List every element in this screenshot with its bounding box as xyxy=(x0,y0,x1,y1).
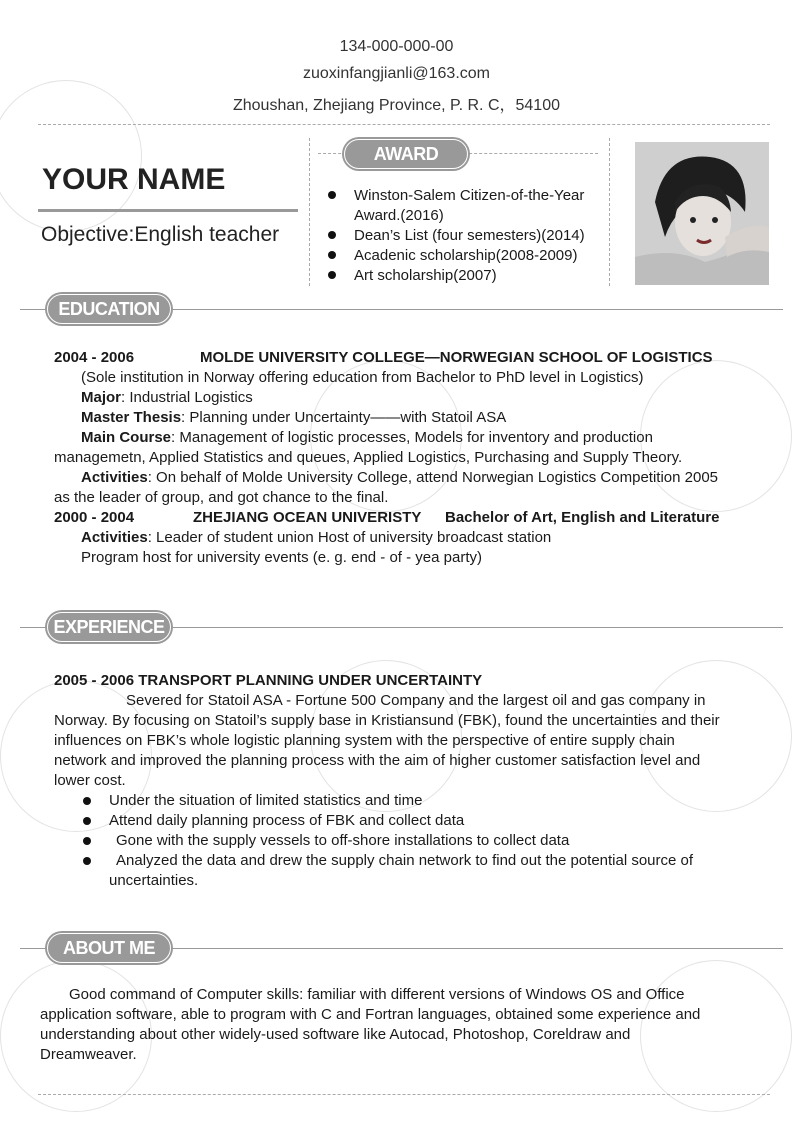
name-underline xyxy=(38,209,298,212)
bottom-divider xyxy=(38,1094,770,1095)
award-pill: AWARD xyxy=(342,137,470,171)
exp-bullet-text: Gone with the supply vessels to off-shore installations to collect data xyxy=(116,832,570,849)
exp-heading: 2005 - 2006 TRANSPORT PLANNING UNDER UNCERTAINTY xyxy=(54,672,483,689)
exp-bullet-text: Under the situation of limited statistics and time xyxy=(109,792,423,809)
exp-bullet xyxy=(83,817,91,825)
exp-para-line: lower cost. xyxy=(54,772,126,789)
edu1-major: Major: Industrial Logistics xyxy=(81,389,253,406)
award-left-border xyxy=(309,138,310,286)
contact-email: zuoxinfangjianli@163.com xyxy=(302,65,490,82)
education-pill: EDUCATION xyxy=(45,292,173,326)
about-line: Good command of Computer skills: familiar with different versions of Windows OS and Office xyxy=(69,986,685,1003)
exp-bullet-text: Analyzed the data and drew the supply chain network to find out the potential source of xyxy=(116,852,694,869)
edu1-course-cont: managemetn, Applied Statistics and queues, Applied Logistics, Purchasing and Supply Theory. xyxy=(54,449,683,466)
watermark-ring xyxy=(640,960,792,1112)
edu1-school: MOLDE UNIVERSITY COLLEGE—NORWEGIAN SCHOOL OF LOGISTICS xyxy=(200,349,713,366)
award-item: Dean’s List (four semesters)(2014) xyxy=(354,227,585,244)
edu2-years: 2000 - 2004 xyxy=(54,509,135,526)
name-title: YOUR NAME xyxy=(42,163,226,196)
exp-para-line: Norway. By focusing on Statoil’s supply base in Kristiansund (FBK), found the uncertainties and their xyxy=(54,712,720,729)
exp-bullet xyxy=(83,837,91,845)
portrait-icon xyxy=(635,142,769,285)
award-bullet xyxy=(328,251,336,259)
edu2-school: ZHEJIANG OCEAN UNIVERISTY xyxy=(193,509,422,526)
edu1-thesis: Master Thesis: Planning under Uncertainty——with Statoil ASA xyxy=(81,409,507,426)
award-item: Award.(2016) xyxy=(354,207,444,224)
about-line: Dreamweaver. xyxy=(40,1046,137,1063)
edu1-activities: Activities: On behalf of Molde University College, attend Norwegian Logistics Competition 2005 xyxy=(81,469,719,486)
exp-bullet xyxy=(83,797,91,805)
exp-para-line: Severed for Statoil ASA - Fortune 500 Company and the largest oil and gas company in xyxy=(126,692,706,709)
top-divider xyxy=(38,124,770,125)
exp-para-line: influences on FBK’s whole logistic planning system with the perspective of entire supply chain xyxy=(54,732,675,749)
about-line: understanding about other widely-used software like Autocad, Photoshop, Coreldraw and xyxy=(40,1026,631,1043)
edu2-degree: Bachelor of Art, English and Literature xyxy=(445,509,720,526)
watermark-ring xyxy=(640,360,792,512)
exp-bullet xyxy=(83,857,91,865)
contact-address: Zhoushan, Zhejiang Province, P. R. C，54100 xyxy=(232,97,560,114)
experience-pill: EXPERIENCE xyxy=(45,610,173,644)
award-item: Art scholarship(2007) xyxy=(354,267,497,284)
award-bullet xyxy=(328,271,336,279)
contact-phone: 134-000-000-00 xyxy=(339,38,454,55)
award-item: Winston-Salem Citizen-of-the-Year xyxy=(354,187,585,204)
objective: Objective:English teacher xyxy=(41,223,280,246)
edu1-note: (Sole institution in Norway offering education from Bachelor to PhD level in Logistics) xyxy=(81,369,644,386)
about-line: application software, able to program with C and Fortran languages, obtained some experience and xyxy=(40,1006,701,1023)
award-bullet xyxy=(328,231,336,239)
profile-photo xyxy=(635,142,769,285)
exp-bullet-text: Attend daily planning process of FBK and collect data xyxy=(109,812,465,829)
edu1-course: Main Course: Management of logistic processes, Models for inventory and production xyxy=(81,429,653,446)
award-right-border xyxy=(609,138,610,286)
edu2-activities: Activities: Leader of student union Host of university broadcast station xyxy=(81,529,552,546)
edu1-activities-cont: as the leader of group, and got chance to the final. xyxy=(54,489,389,506)
award-bullet xyxy=(328,191,336,199)
edu2-activities-cont: Program host for university events (e. g. end - of - yea party) xyxy=(81,549,483,566)
exp-para-line: network and improved the planning process with the aim of higher customer satisfaction level and xyxy=(54,752,701,769)
exp-bullet-text: uncertainties. xyxy=(109,872,199,889)
award-item: Acadenic scholarship(2008-2009) xyxy=(354,247,578,264)
about-pill: ABOUT ME xyxy=(45,931,173,965)
edu1-years: 2004 - 2006 xyxy=(54,349,135,366)
